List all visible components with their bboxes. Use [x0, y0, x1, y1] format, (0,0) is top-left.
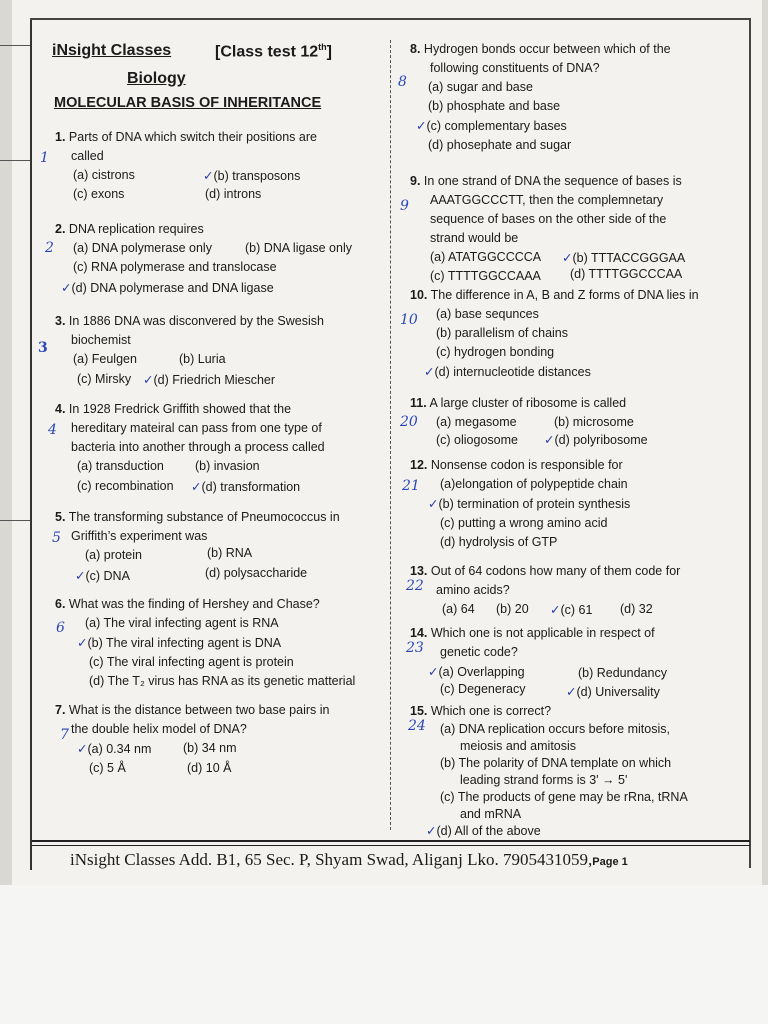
handwritten-number: 10 — [400, 312, 418, 328]
question-text: The transforming substance of Pneumococcus in — [68, 510, 340, 524]
handwritten-number: 21 — [402, 478, 420, 494]
question-number: 6. — [55, 597, 66, 611]
option-d — [61, 278, 274, 298]
option-b: (b) 34 nm — [183, 741, 237, 755]
option-a: (a) protein — [85, 548, 142, 562]
tick-mark: ✓ — [191, 479, 202, 494]
footer-text: iNsight Classes Add. B1, 65 Sec. P, Shyam Swad, Aliganj Lko. 7905431059, — [70, 850, 593, 869]
option-c: (c) exons — [73, 187, 125, 201]
option-d: (d) phosephate and sugar — [428, 138, 572, 152]
option-a-text: (a) 0.34 nm — [87, 742, 152, 756]
binding-line — [0, 45, 30, 46]
option-c: (c) TTTTGGCCAAA — [430, 269, 541, 283]
option-c-text: (c) DNA — [85, 569, 130, 583]
option-d-text: (d) transformation — [201, 480, 301, 494]
question-text: The difference in A, B and Z forms of DNA lies in — [430, 288, 699, 302]
handwritten-number: 7 — [60, 727, 69, 743]
option-d-text: (d) Friedrich Miescher — [153, 373, 276, 387]
question-text: amino acids? — [436, 583, 510, 597]
option-d: (d) polysaccharide — [205, 566, 308, 580]
option-c — [550, 600, 592, 620]
question-4 — [55, 400, 385, 497]
question-10 — [410, 286, 750, 382]
tick-mark: ✓ — [550, 602, 561, 617]
option-b — [203, 166, 300, 186]
question-text: What is the distance between two base pairs in — [68, 703, 330, 717]
option-d — [410, 822, 745, 840]
tick-mark: ✓ — [77, 635, 88, 650]
tick-mark: ✓ — [562, 250, 573, 265]
option-d — [191, 477, 300, 497]
question-text: Parts of DNA which switch their positions are — [68, 130, 317, 144]
option-a: (a) 64 — [442, 602, 475, 616]
question-text: the double helix model of DNA? — [71, 722, 247, 736]
question-text: Griffith’s experiment was — [71, 529, 208, 543]
question-text: In 1928 Fredrick Griffith showed that the — [68, 402, 292, 416]
option-a: (a) megasome — [436, 415, 517, 429]
handwritten-number: 1 — [40, 150, 49, 166]
question-text: genetic code? — [440, 645, 518, 659]
page-number: Page 1 — [592, 856, 628, 868]
question-text: Which one is not applicable in respect of — [430, 626, 655, 640]
option-a: (a) sugar and base — [428, 80, 533, 94]
question-1 — [55, 128, 385, 204]
question-text: DNA replication requires — [68, 222, 204, 236]
option-c: (c) Degeneracy — [440, 682, 526, 696]
tick-mark: ✓ — [428, 496, 439, 511]
option-d — [410, 362, 750, 382]
option-a: (a) cistrons — [73, 168, 135, 182]
question-6 — [55, 595, 385, 691]
option-b: (b) Redundancy — [578, 666, 667, 680]
question-text: Out of 64 codons how many of them code for — [430, 564, 681, 578]
question-number: 8. — [410, 42, 421, 56]
border-left — [30, 20, 32, 870]
handwritten-number: 8 — [398, 74, 407, 90]
question-9 — [410, 172, 745, 288]
question-text: called — [71, 149, 104, 163]
class-test-sup: th — [318, 42, 327, 52]
question-12 — [410, 456, 745, 552]
question-7 — [55, 701, 385, 779]
handwritten-number: 6 — [56, 620, 65, 636]
question-text: What was the finding of Hershey and Chase? — [68, 597, 320, 611]
tick-mark: ✓ — [143, 372, 154, 387]
option-d: (d) hydrolysis of GTP — [440, 535, 558, 549]
option-b-cont: leading strand forms is 3' → 5' — [460, 773, 628, 787]
option-c: (c) hydrogen bonding — [436, 345, 555, 359]
binding-line — [0, 520, 30, 521]
option-b-text: (b) termination of protein synthesis — [438, 497, 631, 511]
tick-mark: ✓ — [566, 684, 577, 699]
option-b-text: (b) transposons — [213, 169, 301, 183]
question-number: 5. — [55, 510, 66, 524]
handwritten-number: 4 — [48, 422, 57, 438]
question-number: 14. — [410, 626, 428, 640]
option-d — [566, 682, 660, 702]
handwritten-number: 3 — [38, 340, 48, 356]
option-b: (b) invasion — [195, 459, 260, 473]
binding-line — [0, 160, 30, 161]
handwritten-number: 5 — [52, 530, 61, 546]
tick-mark: ✓ — [77, 741, 88, 756]
option-a: (a) DNA replication occurs before mitosis, — [440, 722, 670, 736]
question-number: 11. — [410, 396, 427, 410]
option-a: (a)elongation of polypeptide chain — [440, 477, 628, 491]
option-b — [410, 494, 745, 514]
question-text: bacteria into another through a process called — [71, 440, 325, 454]
option-a-text: (a) Overlapping — [438, 665, 525, 679]
option-b: (b) Luria — [179, 352, 226, 366]
tick-mark: ✓ — [203, 168, 214, 183]
question-text: sequence of bases on the other side of the — [430, 212, 667, 226]
question-number: 13. — [410, 564, 428, 578]
question-text: following constituents of DNA? — [430, 61, 600, 75]
class-test-label — [215, 42, 332, 61]
institute-name: iNsight Classes — [52, 42, 172, 59]
handwritten-number: 22 — [406, 578, 424, 594]
question-text: Hydrogen bonds occur between which of the — [423, 42, 671, 56]
option-a-cont: meiosis and amitosis — [460, 739, 577, 753]
question-text: strand would be — [430, 231, 519, 245]
question-text: In 1886 DNA was disconvered by the Swesish — [68, 314, 324, 328]
question-5 — [55, 508, 385, 586]
handwritten-number: 23 — [406, 640, 424, 656]
option-b: (b) microsome — [554, 415, 634, 429]
question-13 — [410, 562, 745, 620]
tick-mark: ✓ — [428, 664, 439, 679]
option-a: (a) ATATGGCCCCA — [430, 250, 542, 264]
option-a — [428, 662, 525, 682]
tick-mark: ✓ — [416, 118, 427, 133]
border-right — [749, 18, 751, 868]
chapter-title: MOLECULAR BASIS OF INHERITANCE — [54, 95, 322, 111]
question-11 — [410, 394, 745, 451]
option-c: (c) The products of gene may be rRna, tRNA — [440, 790, 688, 804]
question-8 — [410, 40, 745, 155]
option-c-text: (c) 61 — [560, 603, 593, 617]
option-c: (c) The viral infecting agent is protein — [89, 655, 294, 669]
option-c — [75, 566, 130, 586]
option-b: (b) 20 — [496, 602, 529, 616]
tick-mark: ✓ — [424, 364, 435, 379]
footer-rule — [32, 840, 750, 842]
option-b: (b) phosphate and base — [428, 99, 561, 113]
question-text: Nonsense codon is responsible for — [430, 458, 623, 472]
option-c: (c) oliogosome — [436, 433, 518, 447]
option-a: (a) Feulgen — [73, 352, 137, 366]
option-d: (d) TTTTGGCCCAA — [570, 267, 683, 281]
option-d — [143, 370, 275, 390]
option-c: (c) 5 Å — [89, 761, 126, 775]
question-number: 15. — [410, 704, 428, 718]
border-top — [30, 18, 750, 20]
option-b — [55, 633, 385, 653]
tick-mark: ✓ — [61, 280, 72, 295]
handwritten-number: 9 — [400, 198, 409, 214]
option-a: (a) base sequnces — [436, 307, 539, 321]
question-number: 2. — [55, 222, 66, 236]
option-a: (a) The viral infecting agent is RNA — [85, 616, 279, 630]
footer-rule — [32, 845, 750, 846]
handwritten-number: 24 — [408, 718, 426, 734]
question-number: 12. — [410, 458, 428, 472]
question-number: 9. — [410, 174, 421, 188]
question-text: biochemist — [71, 333, 131, 347]
option-b-text: (b) TTTACCGGGAA — [572, 251, 686, 265]
option-a — [77, 739, 151, 759]
column-divider — [390, 40, 392, 830]
option-d: (d) introns — [205, 187, 262, 201]
class-test-end: ] — [326, 43, 332, 61]
question-text: hereditary mateiral can pass from one type of — [71, 421, 322, 435]
option-b: (b) DNA ligase only — [245, 241, 352, 255]
question-2 — [55, 220, 385, 297]
question-text: Which one is correct? — [430, 704, 552, 718]
option-c-text: (c) complementary bases — [426, 119, 567, 133]
handwritten-number: 20 — [400, 414, 418, 430]
option-a: (a) DNA polymerase only — [73, 241, 212, 255]
question-number: 1. — [55, 130, 66, 144]
option-b: (b) RNA — [207, 546, 253, 560]
option-d-text: (d) internucleotide distances — [434, 365, 591, 379]
option-b-text: (b) The viral infecting agent is DNA — [87, 636, 282, 650]
question-text: AAATGGCCCTT, then the complemnetary — [430, 193, 664, 207]
question-number: 3. — [55, 314, 66, 328]
option-c: (c) Mirsky — [77, 372, 132, 386]
option-b: (b) parallelism of chains — [436, 326, 568, 340]
option-c: (c) RNA polymerase and translocase — [73, 260, 277, 274]
tick-mark: ✓ — [426, 823, 437, 838]
question-15 — [410, 702, 745, 840]
question-number: 4. — [55, 402, 66, 416]
option-a: (a) transduction — [77, 459, 164, 473]
option-c: (c) recombination — [77, 479, 174, 493]
option-d: (d) 32 — [620, 602, 653, 616]
tick-mark: ✓ — [544, 432, 555, 447]
option-d: (d) 10 Å — [187, 761, 232, 775]
question-number: 7. — [55, 703, 66, 717]
question-number: 10. — [410, 288, 428, 302]
question-text: A large cluster of ribosome is called — [429, 396, 627, 410]
question-14 — [410, 624, 745, 700]
footer-address — [70, 850, 628, 870]
class-test-text: [Class test 12 — [215, 43, 319, 61]
subject-title: Biology — [127, 70, 186, 87]
handwritten-number: 2 — [45, 240, 54, 256]
option-d-text: (d) Universality — [576, 685, 660, 699]
option-d — [544, 430, 648, 450]
option-d-text: (d) All of the above — [436, 824, 541, 838]
option-b: (b) The polarity of DNA template on which — [440, 756, 672, 770]
option-d: (d) The T₂ virus has RNA as its genetic matterial — [89, 674, 356, 688]
option-d-text: (d) DNA polymerase and DNA ligase — [71, 281, 274, 295]
option-c-cont: and mRNA — [460, 807, 522, 821]
option-c: (c) putting a wrong amino acid — [440, 516, 608, 530]
question-text: In one strand of DNA the sequence of bases is — [423, 174, 682, 188]
option-d-text: (d) polyribosome — [554, 433, 648, 447]
option-c — [410, 116, 745, 136]
tick-mark: ✓ — [75, 568, 86, 583]
blank-lower-area — [0, 885, 768, 1024]
question-3 — [55, 312, 385, 390]
